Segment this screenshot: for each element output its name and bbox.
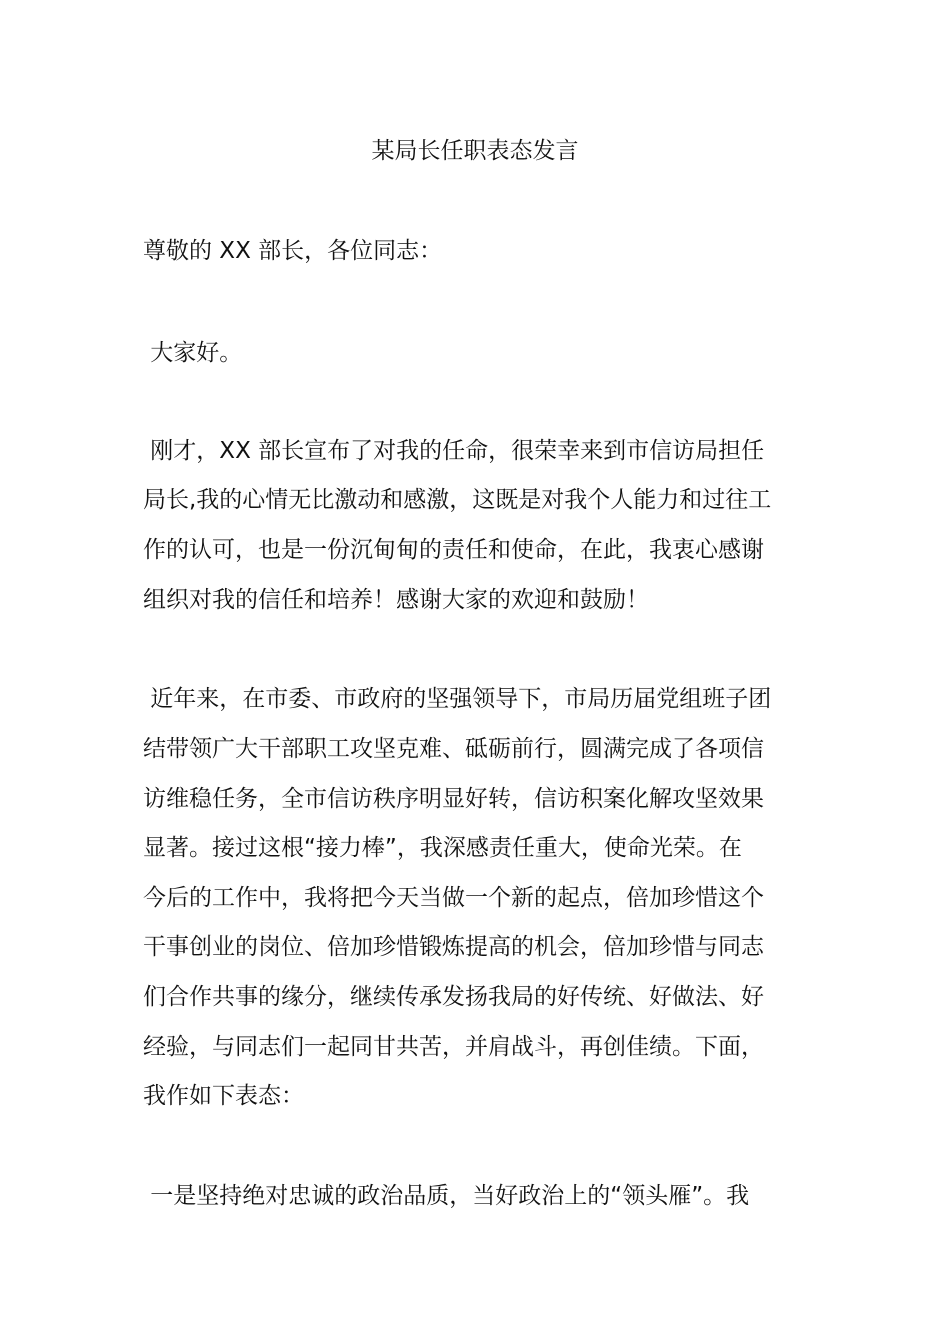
paragraph-line: 刚才，XX 部长宣布了对我的任命，很荣幸来到市信访局担任 — [143, 438, 765, 464]
paragraph-line: 结带领广大干部职工攻坚克难、砥砺前行，圆满完成了各项信 — [143, 736, 764, 762]
paragraph-line: 访维稳任务，全市信访秩序明显好转，信访积案化解攻坚效果 — [143, 786, 764, 812]
paragraph-line: 干事创业的岗位、倍加珍惜锻炼提高的机会，倍加珍惜与同志 — [143, 934, 764, 960]
greeting-line: 大家好。 — [143, 340, 243, 366]
salutation-line: 尊敬的 XX 部长，各位同志： — [143, 238, 443, 264]
paragraph-line: 我作如下表态： — [143, 1083, 304, 1109]
paragraph-line: 组织对我的信任和培养！感谢大家的欢迎和鼓励！ — [143, 587, 649, 613]
document-title: 某局长任职表态发言 — [371, 138, 579, 164]
paragraph-line: 显著。接过这根“接力棒”，我深感责任重大，使命光荣。在 — [143, 835, 742, 861]
paragraph-line: 作的认可，也是一份沉甸甸的责任和使命，在此，我衷心感谢 — [143, 537, 764, 563]
paragraph-line: 今后的工作中，我将把今天当做一个新的起点，倍加珍惜这个 — [143, 885, 764, 911]
paragraph-line: 局长,我的心情无比激动和感激，这既是对我个人能力和过往工 — [143, 487, 772, 513]
paragraph-line: 近年来，在市委、市政府的坚强领导下，市局历届党组班子团 — [143, 686, 772, 712]
paragraph-line: 经验，与同志们一起同甘共苦，并肩战斗，再创佳绩。下面， — [143, 1034, 764, 1060]
paragraph-line: 一是坚持绝对忠诚的政治品质，当好政治上的“领头雁”。我 — [143, 1183, 750, 1209]
paragraph-line: 们合作共事的缘分，继续传承发扬我局的好传统、好做法、好 — [143, 984, 764, 1010]
